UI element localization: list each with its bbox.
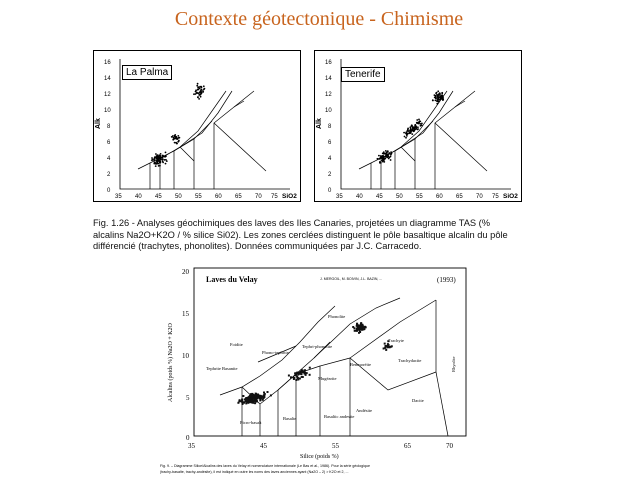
zone-label-andesite: Andésite [356, 408, 372, 413]
data-point [154, 161, 156, 163]
x-tick: 55 [332, 442, 339, 450]
data-point [258, 395, 260, 397]
data-point [405, 137, 407, 139]
data-point [241, 401, 243, 403]
data-point [165, 152, 167, 154]
data-point [174, 134, 176, 136]
data-point [356, 323, 358, 325]
data-point [200, 89, 202, 91]
data-point [242, 395, 244, 397]
y-tick: 6 [107, 140, 111, 146]
data-point [413, 130, 415, 132]
data-point [301, 376, 303, 378]
x-tick: 35 [188, 442, 195, 450]
data-point [390, 156, 392, 158]
data-point [440, 97, 442, 99]
data-point [419, 120, 421, 122]
x-tick: 35 [336, 194, 343, 200]
y-tick: 10 [182, 352, 189, 360]
x-tick: 75 [492, 194, 499, 200]
caption-line: différencié (trachytes, phonolites). Données communiquées par J.C. Carracedo. [93, 241, 422, 252]
data-point [156, 160, 158, 162]
data-point [250, 393, 252, 395]
data-point [384, 157, 386, 159]
slide-title: Contexte géotectonique - Chimisme [174, 8, 464, 30]
data-point [200, 96, 202, 98]
x-tick: 75 [271, 194, 278, 200]
data-point [379, 162, 381, 164]
data-point [363, 327, 365, 329]
x-tick: 40 [356, 194, 363, 200]
data-point [441, 92, 443, 94]
data-point [202, 91, 204, 93]
data-point [196, 85, 198, 87]
data-point [160, 153, 162, 155]
data-point [382, 158, 384, 160]
x-tick: 45 [260, 442, 267, 450]
data-point [383, 161, 385, 163]
data-point [387, 343, 389, 345]
data-point [256, 397, 258, 399]
zone-labels [206, 314, 424, 425]
data-point [155, 165, 157, 167]
data-point [415, 127, 417, 129]
zone-label-trachyte: Trachyte [388, 338, 404, 343]
y-tick: 2 [328, 172, 332, 178]
x-tick: 60 [215, 194, 222, 200]
data-point [377, 158, 379, 160]
data-point [436, 97, 438, 99]
tas-classification-lines [138, 91, 266, 189]
zone-label-foidite: Foidite [230, 342, 243, 347]
data-point [388, 152, 390, 154]
y-tick: 10 [325, 108, 332, 114]
tas-plot-tenerife [314, 50, 522, 202]
y-tick-labels [325, 60, 332, 194]
data-point [195, 93, 197, 95]
data-point [403, 132, 405, 134]
panel-label-tenerife: Tenerife [341, 67, 385, 82]
data-point [414, 127, 416, 129]
data-point [306, 372, 308, 374]
y-axis-label: Alk [316, 118, 323, 129]
footnote-line: Fig. 9. – Diagramme Silice/Alcalins des laves du Velay et nomenclature internationale (Le Bas et al., 1986). Pour la série géologique [160, 464, 370, 468]
data-point [262, 395, 264, 397]
data-point [162, 158, 164, 160]
data-point [439, 92, 441, 94]
data-point [242, 403, 244, 405]
data-point [378, 155, 380, 157]
x-tick-labels [188, 442, 454, 450]
data-point [299, 378, 301, 380]
data-point [295, 379, 297, 381]
data-point [309, 374, 311, 376]
y-tick: 4 [107, 156, 111, 162]
data-point [156, 155, 158, 157]
x-tick: 70 [446, 442, 453, 450]
tas-plot-la-palma [93, 50, 301, 202]
y-tick: 14 [325, 76, 332, 82]
x-tick: 65 [456, 194, 463, 200]
data-point [407, 133, 409, 135]
data-point [204, 88, 206, 90]
caption-line: alcalins Na2O+K2O / % silice Si02). Les zones cerclées distinguent le pôle basaltique alcalin du pôle [93, 229, 508, 240]
zone-label-dacite: Dacite [412, 398, 424, 403]
data-point [435, 92, 437, 94]
data-point [165, 163, 167, 165]
data-point [411, 133, 413, 135]
data-point [418, 119, 420, 121]
data-point [387, 154, 389, 156]
data-point [387, 346, 389, 348]
data-point [442, 96, 444, 98]
data-point [435, 100, 437, 102]
data-point [198, 98, 200, 100]
data-point [380, 155, 382, 157]
data-point [383, 151, 385, 153]
data-point [290, 376, 292, 378]
data-point [293, 377, 295, 379]
data-point [361, 326, 363, 328]
plot-frame [194, 268, 466, 436]
zone-label-phono-tephrite: Phono-tephrite [262, 350, 289, 355]
data-point [382, 156, 384, 158]
y-tick: 5 [186, 394, 190, 402]
data-point [358, 325, 360, 327]
data-point [154, 159, 156, 161]
data-point [385, 156, 387, 158]
y-tick: 12 [325, 92, 332, 98]
zone-label-tephrite: Tephrite Basanite [206, 366, 238, 371]
data-point [385, 349, 387, 351]
tas-diagram-velay [150, 262, 480, 479]
data-point [387, 150, 389, 152]
data-point [158, 159, 160, 161]
data-point [296, 372, 298, 374]
x-tick-labels [115, 194, 278, 200]
y-tick: 8 [107, 124, 111, 130]
y-tick-labels [104, 60, 111, 194]
data-point [175, 136, 177, 138]
x-tick-labels [336, 194, 499, 200]
data-point [177, 138, 179, 140]
data-point [404, 136, 406, 138]
data-point [154, 157, 156, 159]
data-point [390, 154, 392, 156]
x-tick: 70 [255, 194, 262, 200]
data-point [416, 119, 418, 121]
data-point [410, 130, 412, 132]
data-point [260, 395, 262, 397]
data-point [252, 401, 254, 403]
data-point [197, 83, 199, 85]
data-point [352, 326, 354, 328]
y-tick: 16 [104, 60, 111, 66]
data-point [155, 153, 157, 155]
data-point [155, 163, 157, 165]
zone-label-rhyolite: Rhyolite [451, 356, 456, 372]
tas-diagram-velay-svg [150, 262, 480, 479]
y-tick: 6 [328, 140, 332, 146]
data-point [361, 324, 363, 326]
data-point [159, 165, 161, 167]
data-point [436, 103, 438, 105]
data-point [197, 97, 199, 99]
data-point [175, 142, 177, 144]
x-tick: 50 [396, 194, 403, 200]
zone-label-basaltic-andesite: Basaltic andesite [324, 414, 355, 419]
data-point [383, 348, 385, 350]
data-point [410, 127, 412, 129]
data-point [165, 159, 167, 161]
data-point [358, 332, 360, 334]
x-tick: 40 [135, 194, 142, 200]
y-tick: 16 [325, 60, 332, 66]
data-point [259, 399, 261, 401]
data-point [238, 400, 240, 402]
y-tick: 8 [328, 124, 332, 130]
data-point [390, 159, 392, 161]
y-axis-label: Alcalins (poids %) Na2O + K2O [168, 323, 174, 402]
x-tick: 45 [376, 194, 383, 200]
data-point [162, 162, 164, 164]
data-point [299, 373, 301, 375]
data-point [172, 135, 174, 137]
zone-label-trachydacite: Trachydacite [398, 358, 422, 363]
data-point [437, 100, 439, 102]
data-point [379, 158, 381, 160]
data-point [417, 128, 419, 130]
data-point [162, 155, 164, 157]
data-point [179, 137, 181, 139]
tas-data-points [377, 90, 445, 163]
data-point [267, 391, 269, 393]
data-point [201, 87, 203, 89]
data-point [385, 150, 387, 152]
data-point [360, 322, 362, 324]
x-tick: 45 [155, 194, 162, 200]
data-point [416, 122, 418, 124]
y-tick: 4 [328, 156, 332, 162]
panel-label-la-palma: La Palma [122, 65, 172, 80]
data-point [356, 329, 358, 331]
data-point [442, 99, 444, 101]
zone-label-mugearite: Mugéarite [318, 376, 337, 381]
data-point [255, 393, 257, 395]
figure-caption [93, 218, 523, 253]
data-point [261, 397, 263, 399]
data-point [301, 371, 303, 373]
data-point [173, 137, 175, 139]
y-tick: 2 [107, 172, 111, 178]
data-point [245, 397, 247, 399]
data-point [297, 377, 299, 379]
zone-label-phonolite: Phonolite [328, 314, 346, 319]
x-tick: 65 [404, 442, 411, 450]
x-axis-label: SiO2 [503, 193, 518, 200]
data-point [159, 161, 161, 163]
authors: J. MERGOIL, M. BOIVIN, J.L. BAZIN, ... [320, 277, 383, 281]
data-point [152, 159, 154, 161]
y-tick: 15 [182, 310, 189, 318]
data-point [288, 375, 290, 377]
data-point [203, 85, 205, 87]
data-point [270, 394, 272, 396]
data-point [241, 399, 243, 401]
x-tick: 35 [115, 194, 122, 200]
data-point [263, 392, 265, 394]
tas-data-points [151, 83, 205, 167]
x-axis-label: SiO2 [282, 193, 297, 200]
x-axis-label: Silice (poids %) [300, 454, 339, 460]
data-point [304, 369, 306, 371]
data-point [159, 158, 161, 160]
y-tick: 0 [328, 188, 332, 194]
data-point [420, 125, 422, 127]
data-point [391, 345, 393, 347]
y-tick: 12 [104, 92, 111, 98]
diagram-title: Laves du Velay [206, 275, 258, 284]
data-point [254, 395, 256, 397]
y-tick: 14 [104, 76, 111, 82]
reference-year: (1993) [437, 276, 456, 284]
data-point [201, 92, 203, 94]
zone-label-picro-basalt: Picro-basalt [240, 420, 262, 425]
x-tick: 55 [416, 194, 423, 200]
data-point [420, 123, 422, 125]
data-point [432, 100, 434, 102]
data-point [195, 91, 197, 93]
data-point [197, 87, 199, 89]
data-point [382, 161, 384, 163]
data-point [249, 401, 251, 403]
x-tick: 55 [195, 194, 202, 200]
caption-line: Fig. 1.26 - Analyses géochimiques des laves des Iles Canaries, projetées un diagramme TAS (% [93, 218, 491, 228]
data-point [417, 126, 419, 128]
x-tick: 65 [235, 194, 242, 200]
data-point [384, 343, 386, 345]
zone-label-benmoreite: Benmoréite [350, 362, 371, 367]
data-point [415, 128, 417, 130]
data-point [177, 135, 179, 137]
data-point [414, 124, 416, 126]
x-tick: 60 [436, 194, 443, 200]
tas-classification-lines [359, 91, 487, 189]
x-tick: 70 [476, 194, 483, 200]
zone-label-basalt: Basalte [283, 416, 297, 421]
x-tick: 50 [175, 194, 182, 200]
data-point [309, 367, 311, 369]
data-point [249, 395, 251, 397]
data-point [385, 345, 387, 347]
y-axis-label: Alk [95, 118, 102, 129]
data-point [435, 95, 437, 97]
y-tick: 20 [182, 268, 189, 276]
data-point [252, 397, 254, 399]
data-point [388, 158, 390, 160]
data-point [158, 163, 160, 165]
data-point [437, 90, 439, 92]
y-tick: 0 [186, 434, 190, 442]
data-point [252, 395, 254, 397]
zone-label-tephri-phonolite: Tephri-phonolite [302, 344, 333, 349]
y-tick-labels [182, 268, 190, 442]
data-point [156, 157, 158, 159]
data-point [197, 88, 199, 90]
y-tick: 0 [107, 188, 111, 194]
y-tick: 10 [104, 108, 111, 114]
data-point [199, 91, 201, 93]
data-point [411, 124, 413, 126]
footnote-line: (trachy-basalte, trachy-andésite), il est indiqué en outre les noms des laves anciennes ayant (Na2O – 2) > K2O et 2, ... [160, 470, 349, 474]
data-point [165, 155, 167, 157]
data-point [410, 132, 412, 134]
data-point [440, 96, 442, 98]
data-point [178, 140, 180, 142]
data-point [418, 122, 420, 124]
